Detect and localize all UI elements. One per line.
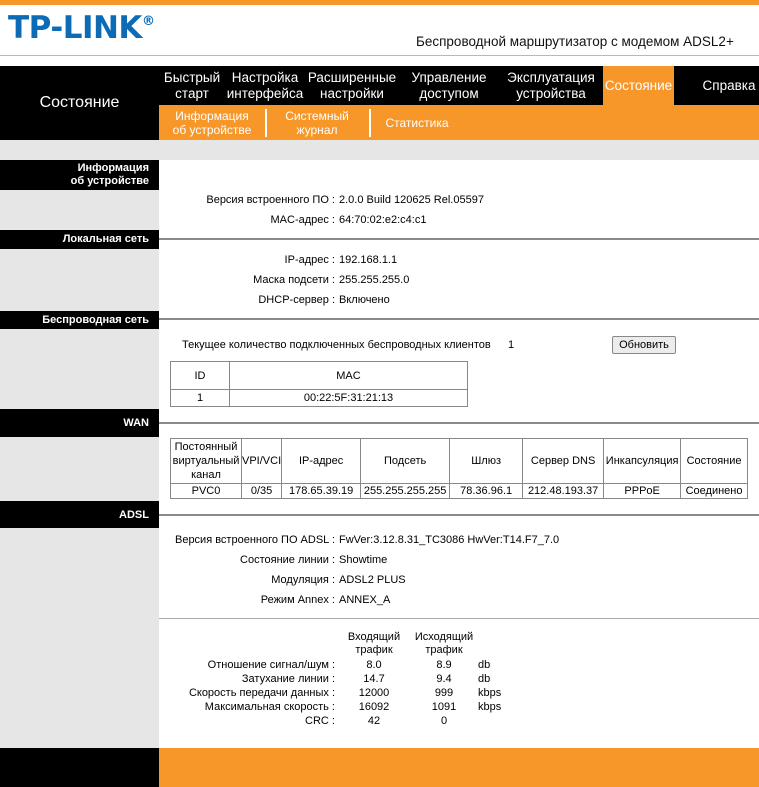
subtab-system-log[interactable]: [269, 105, 365, 140]
tab-advanced-setup[interactable]: [305, 66, 399, 105]
table-header: [171, 439, 242, 484]
header-line: виртуальный: [172, 455, 240, 467]
tab-access-management[interactable]: [399, 66, 499, 105]
tab-label: Быстрый: [163, 69, 221, 85]
top-accent-strip: [0, 0, 759, 5]
firmware-value: 2.0.0 Build 120625 Rel.05597: [339, 194, 484, 206]
tab-label: настройки: [320, 85, 384, 101]
section-divider: [159, 422, 759, 424]
dhcp-label: DHCP-сервер :: [258, 294, 335, 306]
sub-nav: [159, 105, 759, 140]
col-header-downstream: [338, 631, 410, 657]
stat-unit: kbps: [478, 701, 502, 713]
section-header-device-info: [0, 160, 159, 190]
table-header: Инкапсуляция: [604, 439, 681, 484]
registered-mark: ®: [141, 14, 155, 29]
section-header-wireless: Беспроводная сеть: [0, 311, 159, 329]
subtab-label: Системный: [285, 108, 349, 123]
footer-bar: [159, 748, 759, 787]
table-header: ID: [171, 362, 230, 390]
tab-label: старт: [175, 85, 209, 101]
header-divider: [0, 55, 759, 56]
stat-unit: db: [478, 673, 491, 685]
modulation-label: Модуляция :: [271, 574, 335, 586]
table-cell: Соединено: [681, 484, 748, 499]
adsl-firmware-value: FwVer:3.12.8.31_TC3086 HwVer:T14.F7_7.0: [339, 534, 560, 546]
table-header: Подсеть: [361, 439, 450, 484]
table-header: MAC: [230, 362, 468, 390]
tab-help[interactable]: [699, 66, 759, 105]
section-header-lan: Локальная сеть: [0, 230, 159, 249]
subtab-separator: [369, 109, 371, 137]
table-cell: 1: [171, 390, 230, 407]
subtab-separator: [265, 109, 267, 137]
line-state-value: Showtime: [339, 554, 388, 566]
stat-label: Отношение сигнал/шум :: [207, 659, 335, 671]
stat-upstream: 9.4: [436, 673, 452, 685]
stat-unit: kbps: [478, 687, 502, 699]
subtab-label: об устройстве: [172, 122, 252, 137]
section-divider: [159, 618, 759, 619]
annex-value: ANNEX_A: [339, 594, 391, 606]
subtab-statistics[interactable]: [373, 105, 461, 140]
stat-downstream: 8.0: [366, 659, 382, 671]
table-cell: 178.65.39.19: [282, 484, 361, 499]
header-line: канал: [191, 469, 221, 481]
stat-label: Затухание линии :: [241, 673, 335, 685]
stat-label: Скорость передачи данных :: [188, 687, 335, 699]
section-divider: [159, 514, 759, 516]
tab-label: устройства: [516, 85, 586, 101]
stat-upstream: 8.9: [436, 659, 452, 671]
table-cell: 00:22:5F:31:21:13: [230, 390, 468, 407]
stat-downstream: 12000: [358, 687, 390, 699]
footer-left: [0, 748, 159, 787]
stat-downstream: 42: [367, 715, 381, 727]
section-title: Информация: [77, 162, 149, 174]
table-cell: PVC0: [171, 484, 242, 499]
table-header: IP-адрес: [282, 439, 361, 484]
stat-label: Максимальная скорость :: [204, 701, 335, 713]
table-header: VPI/VCI: [242, 439, 282, 484]
content-top-bar: [0, 140, 759, 160]
header-line: трафик: [425, 644, 463, 656]
stat-upstream: 0: [440, 715, 448, 727]
line-state-label: Состояние линии :: [240, 554, 335, 566]
table-header: Сервер DNS: [523, 439, 604, 484]
tab-label: Справка: [702, 77, 756, 93]
header-line: трафик: [355, 644, 393, 656]
wireless-clients-count: 1: [508, 339, 515, 351]
subtab-label: Статистика: [385, 115, 449, 130]
stat-unit: db: [478, 659, 491, 671]
ip-label: IP-адрес :: [284, 254, 335, 266]
table-header: Состояние: [681, 439, 748, 484]
section-divider: [159, 238, 759, 240]
tab-quick-start[interactable]: [159, 66, 225, 105]
current-section-title: Состояние: [0, 66, 159, 140]
tab-label: Настройка: [231, 69, 299, 85]
tab-label: Управление: [411, 69, 487, 85]
adsl-firmware-label: Версия встроенного ПО ADSL :: [174, 534, 335, 546]
section-divider: [159, 318, 759, 320]
stat-downstream: 16092: [358, 701, 390, 713]
table-row: [171, 390, 468, 407]
table-row: [171, 484, 748, 499]
main-nav: [159, 66, 759, 105]
header-line: Исходящий: [414, 631, 474, 643]
mask-value: 255.255.255.0: [339, 274, 410, 286]
mask-label: Маска подсети :: [253, 274, 335, 286]
wireless-clients-label: Текущее количество подключенных беспроводных клиентов: [182, 339, 491, 351]
tab-label: Состояние: [604, 77, 673, 93]
section-title: об устройстве: [70, 175, 149, 187]
subtab-label: Информация: [175, 108, 249, 123]
header-line: Входящий: [347, 631, 401, 643]
section-header-wan: WAN: [0, 409, 159, 437]
table-cell: PPPoE: [604, 484, 681, 499]
stat-upstream: 1091: [431, 701, 457, 713]
header-line: Постоянный: [174, 441, 238, 453]
tab-interface-setup[interactable]: [225, 66, 305, 105]
table-cell: 0/35: [242, 484, 282, 499]
stat-label: CRC :: [305, 715, 335, 727]
tab-label: интерфейса: [226, 85, 304, 101]
table-header: Шлюз: [450, 439, 523, 484]
tab-status[interactable]: [603, 66, 674, 105]
col-header-upstream: [408, 631, 480, 657]
subtab-label: журнал: [296, 122, 338, 137]
product-name: Беспроводной маршрутизатор с модемом ADSL2+: [416, 34, 734, 49]
logo-text: TP-LINK: [8, 10, 142, 46]
stat-upstream: 999: [434, 687, 454, 699]
table-cell: 78.36.96.1: [450, 484, 523, 499]
stat-downstream: 14.7: [363, 673, 385, 685]
wan-table: [170, 438, 748, 499]
table-cell: 255.255.255.255: [361, 484, 450, 499]
tab-label: доступом: [419, 85, 479, 101]
tab-maintenance[interactable]: [499, 66, 603, 105]
tab-label: Эксплуатация: [507, 69, 595, 85]
ip-value: 192.168.1.1: [339, 254, 398, 266]
section-header-adsl: ADSL: [0, 501, 159, 528]
subtab-device-info[interactable]: [159, 105, 265, 140]
mac-value: 64:70:02:e2:c4:c1: [339, 214, 427, 226]
dhcp-value: Включено: [339, 294, 390, 306]
tab-label: Расширенные: [307, 69, 397, 85]
wireless-clients-table: [170, 361, 468, 407]
refresh-button[interactable]: Обновить: [612, 336, 676, 354]
table-cell: 212.48.193.37: [523, 484, 604, 499]
mac-label: MAC-адрес :: [270, 214, 335, 226]
firmware-label: Версия встроенного ПО :: [206, 194, 335, 206]
tp-link-logo: [8, 10, 154, 46]
annex-label: Режим Annex :: [260, 594, 335, 606]
modulation-value: ADSL2 PLUS: [339, 574, 406, 586]
